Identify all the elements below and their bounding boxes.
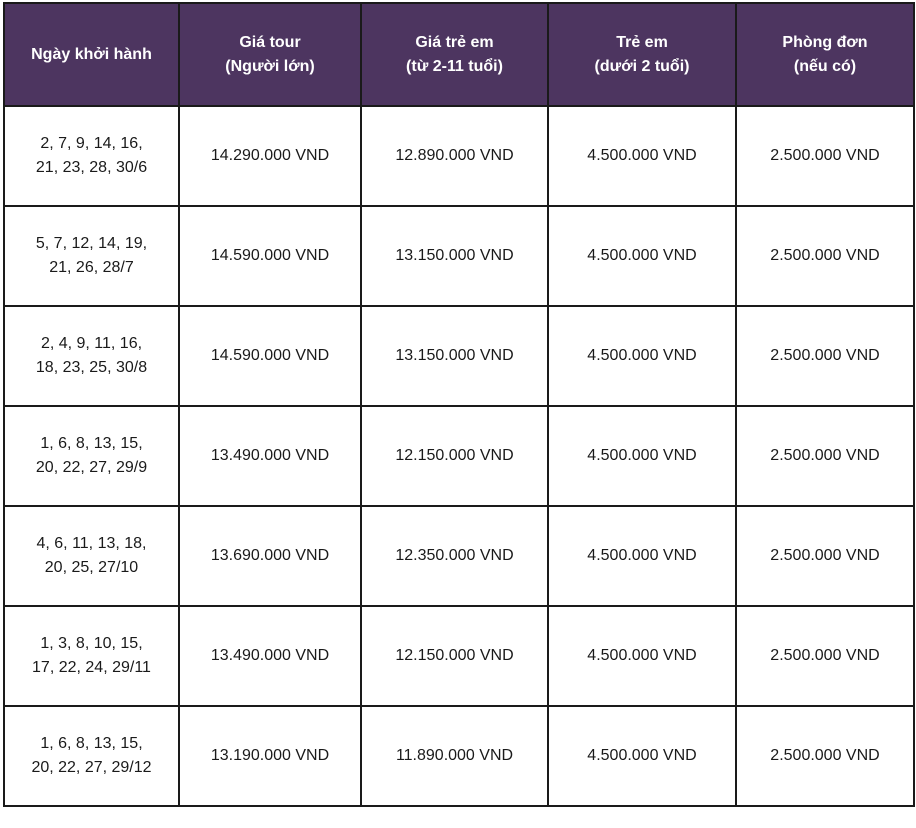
single-room-cell: 2.500.000 VND (736, 606, 914, 706)
tour-price-table (3, 2, 915, 807)
single-room-cell: 2.500.000 VND (736, 406, 914, 506)
table-header (4, 3, 914, 106)
adult-price-cell: 14.590.000 VND (179, 206, 361, 306)
departure-dates-line-1: 1, 3, 8, 10, 15, (40, 635, 143, 652)
adult-price-cell: 14.290.000 VND (179, 106, 361, 206)
infant-price-cell: 4.500.000 VND (548, 106, 736, 206)
departure-dates-line-2: 18, 23, 25, 30/8 (35, 359, 148, 376)
header-child-price-line-2: (từ 2-11 tuổi) (406, 57, 503, 75)
child-price-cell: 12.890.000 VND (361, 106, 548, 206)
table-row (4, 606, 914, 706)
departure-dates-line-1: 1, 6, 8, 13, 15, (40, 435, 143, 452)
departure-dates-line-2: 20, 22, 27, 29/9 (35, 459, 148, 476)
header-single-room (736, 3, 914, 106)
child-price-cell: 11.890.000 VND (361, 706, 548, 806)
single-room-cell: 2.500.000 VND (736, 206, 914, 306)
infant-price-cell: 4.500.000 VND (548, 606, 736, 706)
adult-price-cell: 14.590.000 VND (179, 306, 361, 406)
departure-dates-line-1: 5, 7, 12, 14, 19, (35, 235, 148, 252)
single-room-cell: 2.500.000 VND (736, 306, 914, 406)
departure-dates-cell (4, 406, 179, 506)
header-child-price (361, 3, 548, 106)
adult-price-cell: 13.190.000 VND (179, 706, 361, 806)
single-room-cell: 2.500.000 VND (736, 506, 914, 606)
departure-dates-line-2: 21, 26, 28/7 (49, 259, 134, 276)
infant-price-cell: 4.500.000 VND (548, 406, 736, 506)
departure-dates-line-2: 17, 22, 24, 29/11 (32, 659, 151, 676)
departure-dates-line-2: 20, 25, 27/10 (44, 559, 139, 576)
child-price-cell: 12.350.000 VND (361, 506, 548, 606)
infant-price-cell: 4.500.000 VND (548, 306, 736, 406)
departure-dates-cell (4, 606, 179, 706)
table-row (4, 406, 914, 506)
header-child-price-line-1: Giá trẻ em (415, 33, 494, 51)
child-price-cell: 13.150.000 VND (361, 206, 548, 306)
single-room-cell: 2.500.000 VND (736, 106, 914, 206)
table-row (4, 506, 914, 606)
departure-dates-line-1: 2, 7, 9, 14, 16, (40, 135, 143, 152)
child-price-cell: 12.150.000 VND (361, 406, 548, 506)
child-price-cell: 13.150.000 VND (361, 306, 548, 406)
header-adult-price-line-2: (Người lớn) (225, 57, 315, 75)
header-infant-price-line-2: (dưới 2 tuổi) (594, 57, 690, 75)
departure-dates-line-1: 1, 6, 8, 13, 15, (40, 735, 143, 752)
table-row (4, 106, 914, 206)
header-adult-price (179, 3, 361, 106)
header-departure-date (4, 3, 179, 106)
header-single-room-line-1: Phòng đơn (782, 33, 868, 51)
infant-price-cell: 4.500.000 VND (548, 506, 736, 606)
departure-dates-cell (4, 106, 179, 206)
departure-dates-cell (4, 306, 179, 406)
adult-price-cell: 13.690.000 VND (179, 506, 361, 606)
departure-dates-cell (4, 206, 179, 306)
header-adult-price-line-1: Giá tour (239, 33, 301, 51)
table-body (4, 106, 914, 806)
header-row (4, 3, 914, 106)
departure-dates-line-1: 4, 6, 11, 13, 18, (36, 535, 147, 552)
departure-dates-line-1: 2, 4, 9, 11, 16, (40, 335, 143, 352)
table-row (4, 706, 914, 806)
infant-price-cell: 4.500.000 VND (548, 206, 736, 306)
header-infant-price (548, 3, 736, 106)
adult-price-cell: 13.490.000 VND (179, 406, 361, 506)
table-row (4, 306, 914, 406)
header-infant-price-line-1: Trẻ em (616, 33, 668, 51)
infant-price-cell: 4.500.000 VND (548, 706, 736, 806)
adult-price-cell: 13.490.000 VND (179, 606, 361, 706)
departure-dates-cell (4, 706, 179, 806)
departure-dates-cell (4, 506, 179, 606)
header-single-room-line-2: (nếu có) (793, 57, 857, 75)
departure-dates-line-2: 20, 22, 27, 29/12 (31, 759, 152, 776)
departure-dates-line-2: 21, 23, 28, 30/6 (35, 159, 148, 176)
single-room-cell: 2.500.000 VND (736, 706, 914, 806)
header-departure-date-line: Ngày khởi hành (31, 45, 152, 63)
table-row (4, 206, 914, 306)
child-price-cell: 12.150.000 VND (361, 606, 548, 706)
